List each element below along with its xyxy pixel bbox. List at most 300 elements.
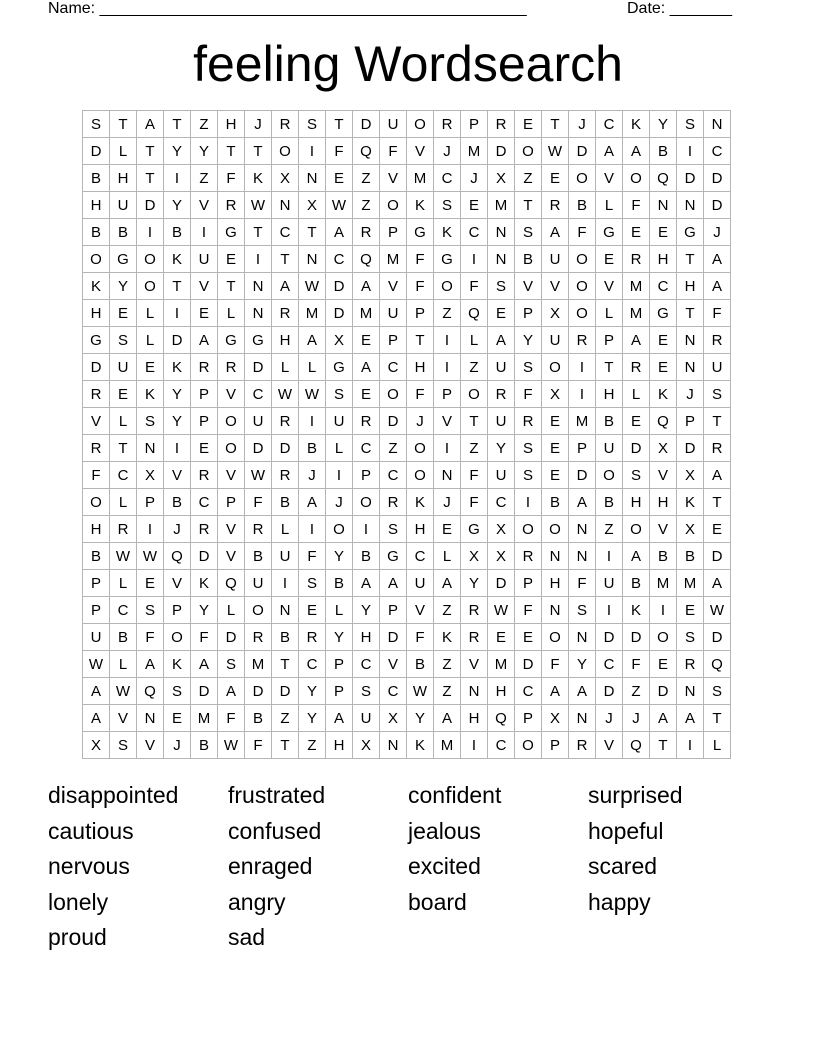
grid-cell: Y: [164, 381, 191, 408]
grid-cell: T: [110, 435, 137, 462]
grid-cell: B: [407, 651, 434, 678]
grid-cell: P: [596, 327, 623, 354]
grid-cell: W: [272, 381, 299, 408]
grid-cell: G: [218, 219, 245, 246]
grid-cell: R: [677, 651, 704, 678]
grid-cell: Y: [326, 543, 353, 570]
grid-cell: W: [110, 678, 137, 705]
grid-cell: S: [83, 111, 110, 138]
grid-cell: H: [110, 165, 137, 192]
grid-cell: B: [272, 489, 299, 516]
grid-cell: X: [272, 165, 299, 192]
grid-cell: V: [218, 543, 245, 570]
grid-cell: S: [569, 597, 596, 624]
grid-cell: E: [650, 219, 677, 246]
grid-cell: X: [488, 543, 515, 570]
grid-cell: V: [83, 408, 110, 435]
grid-cell: Q: [353, 246, 380, 273]
grid-cell: J: [677, 381, 704, 408]
grid-cell: R: [623, 354, 650, 381]
grid-row: [83, 408, 731, 435]
grid-cell: R: [191, 462, 218, 489]
grid-cell: U: [83, 624, 110, 651]
grid-cell: C: [434, 165, 461, 192]
grid-cell: V: [407, 597, 434, 624]
date-label: Date: _______: [627, 0, 732, 17]
grid-cell: Y: [191, 138, 218, 165]
grid-cell: E: [137, 570, 164, 597]
grid-cell: T: [218, 273, 245, 300]
grid-cell: H: [218, 111, 245, 138]
grid-cell: C: [596, 111, 623, 138]
grid-cell: E: [191, 300, 218, 327]
grid-cell: N: [137, 705, 164, 732]
grid-cell: D: [272, 678, 299, 705]
grid-cell: Y: [407, 705, 434, 732]
grid-cell: O: [515, 732, 542, 759]
grid-cell: J: [461, 165, 488, 192]
grid-cell: V: [596, 165, 623, 192]
grid-cell: H: [650, 489, 677, 516]
grid-cell: U: [596, 435, 623, 462]
grid-cell: X: [677, 516, 704, 543]
grid-cell: V: [542, 273, 569, 300]
grid-cell: R: [515, 408, 542, 435]
grid-row: [83, 381, 731, 408]
grid-cell: W: [137, 543, 164, 570]
grid-cell: T: [245, 138, 272, 165]
grid-cell: S: [299, 570, 326, 597]
grid-row: [83, 327, 731, 354]
grid-cell: Q: [353, 138, 380, 165]
grid-cell: V: [434, 408, 461, 435]
grid-cell: S: [110, 732, 137, 759]
grid-cell: E: [515, 624, 542, 651]
grid-cell: B: [515, 246, 542, 273]
grid-cell: F: [191, 624, 218, 651]
name-label: Name: ________________________________________________: [48, 0, 527, 17]
word-list-item: jealous: [408, 817, 481, 844]
grid-cell: Q: [137, 678, 164, 705]
grid-cell: B: [245, 705, 272, 732]
grid-cell: C: [110, 462, 137, 489]
grid-cell: B: [677, 543, 704, 570]
grid-cell: I: [461, 246, 488, 273]
grid-row: [83, 273, 731, 300]
grid-cell: D: [245, 354, 272, 381]
grid-cell: Y: [488, 435, 515, 462]
grid-cell: B: [83, 219, 110, 246]
grid-cell: E: [110, 381, 137, 408]
grid-cell: B: [110, 219, 137, 246]
grid-cell: G: [110, 246, 137, 273]
grid-cell: H: [83, 516, 110, 543]
grid-cell: D: [191, 678, 218, 705]
grid-cell: A: [704, 246, 731, 273]
grid-cell: A: [272, 273, 299, 300]
grid-cell: E: [353, 381, 380, 408]
grid-cell: I: [434, 435, 461, 462]
grid-cell: U: [488, 462, 515, 489]
grid-cell: U: [380, 300, 407, 327]
grid-cell: G: [434, 246, 461, 273]
grid-cell: I: [245, 246, 272, 273]
grid-cell: E: [704, 516, 731, 543]
word-list: [48, 778, 768, 956]
grid-cell: S: [137, 408, 164, 435]
grid-cell: Z: [353, 165, 380, 192]
grid-cell: W: [407, 678, 434, 705]
grid-cell: U: [704, 354, 731, 381]
grid-cell: O: [245, 597, 272, 624]
grid-cell: H: [650, 246, 677, 273]
grid-cell: M: [569, 408, 596, 435]
grid-cell: A: [83, 678, 110, 705]
grid-cell: L: [110, 138, 137, 165]
grid-cell: W: [245, 462, 272, 489]
grid-cell: N: [299, 246, 326, 273]
grid-cell: R: [83, 435, 110, 462]
grid-row: [83, 732, 731, 759]
grid-row: [83, 543, 731, 570]
grid-cell: W: [218, 732, 245, 759]
grid-cell: D: [164, 327, 191, 354]
grid-cell: P: [569, 435, 596, 462]
grid-cell: J: [245, 111, 272, 138]
grid-cell: A: [650, 705, 677, 732]
grid-cell: T: [704, 408, 731, 435]
grid-cell: R: [353, 219, 380, 246]
grid-cell: I: [461, 732, 488, 759]
grid-cell: T: [326, 111, 353, 138]
grid-cell: L: [137, 300, 164, 327]
grid-cell: C: [191, 489, 218, 516]
grid-cell: A: [623, 138, 650, 165]
word-list-item: confident: [408, 782, 502, 808]
grid-cell: Z: [272, 705, 299, 732]
grid-cell: X: [677, 462, 704, 489]
grid-cell: F: [623, 651, 650, 678]
grid-cell: G: [596, 219, 623, 246]
grid-cell: J: [623, 705, 650, 732]
header: [48, 0, 748, 20]
grid-cell: E: [353, 327, 380, 354]
grid-cell: T: [704, 705, 731, 732]
grid-cell: B: [191, 732, 218, 759]
grid-cell: I: [191, 219, 218, 246]
grid-cell: K: [623, 597, 650, 624]
grid-cell: S: [515, 354, 542, 381]
grid-cell: D: [380, 624, 407, 651]
grid-row: [83, 651, 731, 678]
grid-cell: L: [623, 381, 650, 408]
grid-cell: R: [569, 327, 596, 354]
grid-cell: P: [380, 219, 407, 246]
grid-cell: S: [110, 327, 137, 354]
grid-cell: E: [515, 111, 542, 138]
grid-cell: O: [569, 165, 596, 192]
grid-cell: Z: [434, 651, 461, 678]
grid-cell: A: [596, 138, 623, 165]
grid-cell: H: [407, 516, 434, 543]
grid-cell: J: [326, 489, 353, 516]
grid-cell: P: [515, 705, 542, 732]
grid-row: [83, 354, 731, 381]
grid-cell: O: [596, 462, 623, 489]
grid-cell: V: [137, 732, 164, 759]
grid-cell: A: [623, 327, 650, 354]
grid-cell: T: [272, 651, 299, 678]
grid-cell: T: [704, 489, 731, 516]
grid-cell: F: [245, 489, 272, 516]
grid-cell: I: [677, 138, 704, 165]
word-list-item: sad: [228, 924, 266, 950]
grid-cell: F: [245, 732, 272, 759]
grid-cell: O: [515, 138, 542, 165]
grid-cell: B: [83, 543, 110, 570]
grid-cell: E: [110, 300, 137, 327]
grid-cell: N: [569, 705, 596, 732]
grid-cell: Y: [164, 192, 191, 219]
grid-cell: Q: [704, 651, 731, 678]
grid-cell: N: [434, 462, 461, 489]
grid-cell: D: [515, 651, 542, 678]
grid-cell: E: [677, 597, 704, 624]
word-list-item: angry: [228, 888, 286, 915]
grid-cell: F: [569, 219, 596, 246]
grid-cell: O: [623, 516, 650, 543]
grid-cell: O: [164, 624, 191, 651]
grid-cell: D: [704, 192, 731, 219]
grid-cell: Y: [326, 624, 353, 651]
grid-cell: D: [488, 138, 515, 165]
grid-row: [83, 192, 731, 219]
grid-cell: R: [218, 354, 245, 381]
grid-cell: O: [434, 273, 461, 300]
grid-cell: H: [83, 300, 110, 327]
grid-cell: A: [137, 651, 164, 678]
grid-cell: S: [623, 462, 650, 489]
grid-cell: H: [596, 381, 623, 408]
grid-cell: M: [488, 651, 515, 678]
grid-cell: F: [569, 570, 596, 597]
grid-cell: Q: [623, 732, 650, 759]
grid-cell: Z: [461, 435, 488, 462]
grid-cell: I: [569, 381, 596, 408]
grid-cell: G: [326, 354, 353, 381]
grid-cell: H: [407, 354, 434, 381]
grid-cell: U: [488, 354, 515, 381]
grid-cell: W: [326, 192, 353, 219]
grid-cell: W: [110, 543, 137, 570]
grid-cell: F: [407, 624, 434, 651]
grid-cell: P: [461, 111, 488, 138]
grid-cell: D: [704, 543, 731, 570]
grid-cell: K: [137, 381, 164, 408]
word-list-item: frustrated: [228, 782, 326, 808]
grid-cell: D: [326, 273, 353, 300]
grid-cell: J: [164, 516, 191, 543]
grid-cell: H: [353, 624, 380, 651]
grid-cell: G: [380, 543, 407, 570]
grid-cell: N: [650, 192, 677, 219]
grid-cell: T: [137, 165, 164, 192]
word-list-item: surprised: [588, 782, 683, 808]
grid-cell: C: [299, 651, 326, 678]
grid-cell: K: [407, 489, 434, 516]
grid-cell: O: [218, 408, 245, 435]
grid-cell: H: [83, 192, 110, 219]
grid-cell: B: [164, 489, 191, 516]
grid-cell: C: [110, 597, 137, 624]
grid-cell: D: [650, 678, 677, 705]
grid-cell: X: [488, 165, 515, 192]
grid-cell: H: [461, 705, 488, 732]
grid-cell: U: [596, 570, 623, 597]
grid-cell: Z: [515, 165, 542, 192]
grid-cell: I: [650, 597, 677, 624]
grid-cell: P: [326, 651, 353, 678]
grid-cell: Y: [299, 678, 326, 705]
grid-cell: E: [596, 246, 623, 273]
grid-cell: O: [542, 516, 569, 543]
grid-cell: O: [407, 111, 434, 138]
word-list-item: board: [408, 888, 467, 915]
grid-cell: U: [353, 705, 380, 732]
grid-cell: L: [434, 543, 461, 570]
grid-cell: E: [650, 354, 677, 381]
grid-cell: X: [461, 543, 488, 570]
grid-cell: D: [596, 624, 623, 651]
grid-cell: P: [191, 408, 218, 435]
grid-cell: B: [245, 543, 272, 570]
grid-cell: X: [542, 381, 569, 408]
grid-cell: C: [488, 489, 515, 516]
grid-cell: L: [461, 327, 488, 354]
grid-cell: X: [137, 462, 164, 489]
grid-cell: D: [677, 435, 704, 462]
grid-cell: R: [488, 381, 515, 408]
grid-cell: M: [299, 300, 326, 327]
grid-cell: I: [164, 165, 191, 192]
grid-cell: I: [515, 489, 542, 516]
grid-cell: C: [245, 381, 272, 408]
grid-cell: Z: [191, 111, 218, 138]
grid-cell: A: [137, 111, 164, 138]
grid-cell: G: [407, 219, 434, 246]
grid-cell: F: [542, 651, 569, 678]
grid-row: [83, 246, 731, 273]
grid-cell: V: [380, 651, 407, 678]
grid-cell: O: [83, 246, 110, 273]
grid-cell: M: [677, 570, 704, 597]
grid-cell: S: [515, 462, 542, 489]
grid-cell: P: [380, 327, 407, 354]
grid-cell: R: [488, 111, 515, 138]
grid-cell: Z: [461, 354, 488, 381]
grid-cell: D: [569, 138, 596, 165]
grid-cell: J: [407, 408, 434, 435]
grid-cell: T: [272, 246, 299, 273]
grid-cell: U: [488, 408, 515, 435]
grid-cell: L: [137, 327, 164, 354]
grid-cell: F: [461, 273, 488, 300]
grid-cell: F: [515, 381, 542, 408]
grid-cell: A: [677, 705, 704, 732]
grid-cell: A: [434, 570, 461, 597]
grid-cell: Y: [515, 327, 542, 354]
grid-cell: N: [380, 732, 407, 759]
grid-cell: I: [434, 354, 461, 381]
grid-cell: N: [569, 543, 596, 570]
grid-cell: W: [299, 273, 326, 300]
grid-cell: P: [218, 489, 245, 516]
grid-cell: S: [380, 516, 407, 543]
grid-cell: L: [110, 570, 137, 597]
grid-cell: I: [677, 732, 704, 759]
grid-cell: E: [542, 462, 569, 489]
grid-cell: N: [677, 192, 704, 219]
grid-cell: B: [596, 408, 623, 435]
grid-cell: Q: [218, 570, 245, 597]
grid-cell: T: [137, 138, 164, 165]
grid-cell: E: [650, 651, 677, 678]
grid-cell: Z: [353, 192, 380, 219]
grid-cell: L: [218, 597, 245, 624]
grid-cell: N: [569, 516, 596, 543]
grid-cell: E: [623, 408, 650, 435]
grid-cell: D: [83, 354, 110, 381]
grid-cell: P: [164, 597, 191, 624]
grid-cell: S: [299, 111, 326, 138]
grid-cell: O: [569, 273, 596, 300]
grid-cell: N: [569, 624, 596, 651]
grid-cell: R: [542, 192, 569, 219]
grid-cell: V: [407, 138, 434, 165]
grid-cell: P: [83, 570, 110, 597]
grid-cell: Y: [164, 138, 191, 165]
grid-cell: N: [272, 192, 299, 219]
grid-cell: A: [704, 570, 731, 597]
grid-cell: I: [596, 597, 623, 624]
grid-cell: A: [488, 327, 515, 354]
grid-cell: E: [137, 354, 164, 381]
grid-cell: M: [488, 192, 515, 219]
grid-cell: D: [623, 624, 650, 651]
grid-cell: D: [191, 543, 218, 570]
grid-cell: C: [380, 462, 407, 489]
grid-cell: B: [164, 219, 191, 246]
grid-cell: R: [353, 408, 380, 435]
grid-cell: E: [542, 435, 569, 462]
grid-row: [83, 489, 731, 516]
grid-cell: L: [596, 192, 623, 219]
grid-cell: W: [299, 381, 326, 408]
grid-cell: O: [137, 273, 164, 300]
word-list-item: lonely: [48, 888, 109, 915]
grid-cell: I: [164, 435, 191, 462]
grid-cell: K: [164, 354, 191, 381]
grid-cell: B: [596, 489, 623, 516]
grid-cell: M: [623, 273, 650, 300]
grid-cell: L: [596, 300, 623, 327]
grid-cell: Q: [164, 543, 191, 570]
grid-cell: B: [569, 192, 596, 219]
grid-cell: S: [515, 435, 542, 462]
grid-cell: M: [434, 732, 461, 759]
grid-cell: X: [488, 516, 515, 543]
grid-cell: I: [299, 138, 326, 165]
